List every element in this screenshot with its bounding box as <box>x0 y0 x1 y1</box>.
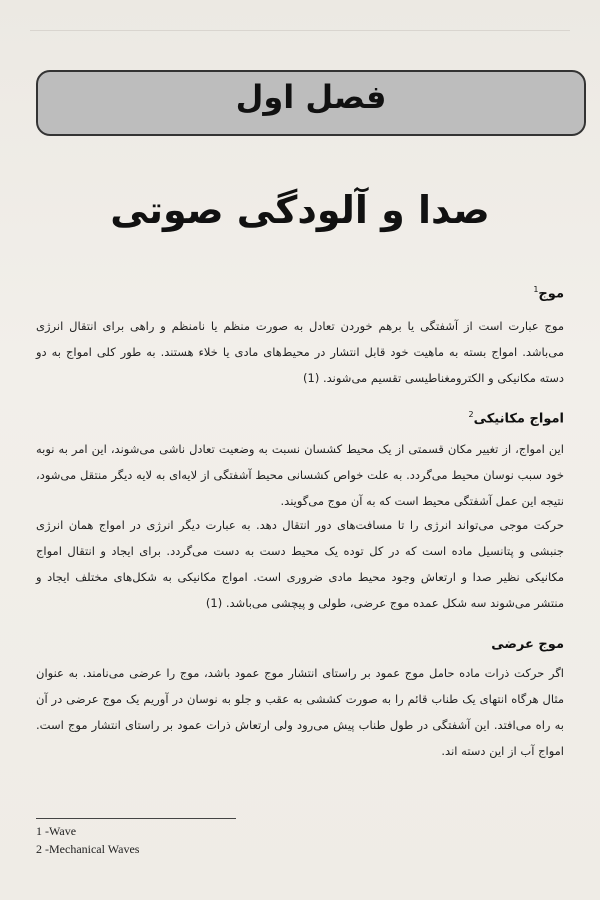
footnote-ref: 1 <box>533 285 539 294</box>
section-heading-text: امواج مکانیکی <box>473 411 564 427</box>
section-heading-text: موج <box>538 286 564 302</box>
page-header-rule <box>30 16 570 31</box>
chapter-label: فصل اول <box>235 78 387 116</box>
section-heading-mechanical-waves <box>24 410 564 426</box>
footnote-divider <box>36 818 236 819</box>
paragraph: اگر حرکت ذرات ماده حامل موج عمود بر راستای انتشار موج عمود باشد، موج را عرضی می‌نامند. به عنوان مثال هرگاه انتهای یک طناب قائم را به صورت کششی به عقب و جلو به نوسان در آوریم یک موج عرضی در آن به راه می‌افتد. این آشفتگی در طول طناب پیش می‌رود ولی ارتعاش ذرات عمود بر راستای انتشار موج است. امواج آب از این دسته اند. <box>36 666 564 758</box>
section-heading-text: موج عرضی <box>491 637 564 652</box>
footnote-ref: 2 <box>468 410 474 419</box>
footnote-1: 1 -Wave <box>36 824 77 838</box>
section-heading-transverse-wave <box>24 637 564 652</box>
section-heading-wave <box>24 285 564 301</box>
paragraph: این امواج، از تغییر مکان قسمتی از یک محیط کشسان نسبت به وضعیت تعادل ناشی می‌شوند، این امر به نوبه خود سبب نوسان محیط می‌گردد. به علت خواص کشسانی محیط آشفتگی از لایه‌ای به لایه دیگر منتقل می‌شود، نتیجه این عمل آشفتگی محیط است که به آن موج می‌گویند. <box>36 442 564 508</box>
paragraph: حرکت موجی می‌تواند انرژی را تا مسافت‌های دور انتقال دهد. به عبارت دیگر انرژی در امواج همان انرژی جنبشی و پتانسیل ماده است که در کل توده یک محیط دست به دست می‌گردد. برای ایجاد و انتقال امواج مکانیکی نظیر صدا و ارتعاش وجود محیط مادی ضروری است. امواج مکانیکی به شکل‌های مختلف ایجاد و منتشر می‌شوند سه شکل عمده موج عرضی، طولی و پیچشی می‌باشد. (1) <box>36 518 564 610</box>
chapter-title: صدا و آلودگی صوتی <box>110 188 490 232</box>
chapter-banner <box>36 70 586 136</box>
paragraph: موج عبارت است از آشفتگی یا برهم خوردن تعادل به صورت منظم یا نامنظم و راهی برای انتقال انرژی می‌باشد. امواج بسته به ماهیت خود قابل انتشار در محیط‌های مادی یا خلاء هستند. به طور کلی امواج به دو دسته مکانیکی و الکترومغناطیسی تقسیم می‌شوند. (1) <box>36 319 564 385</box>
footnote-2: 2 -Mechanical Waves <box>36 842 140 856</box>
